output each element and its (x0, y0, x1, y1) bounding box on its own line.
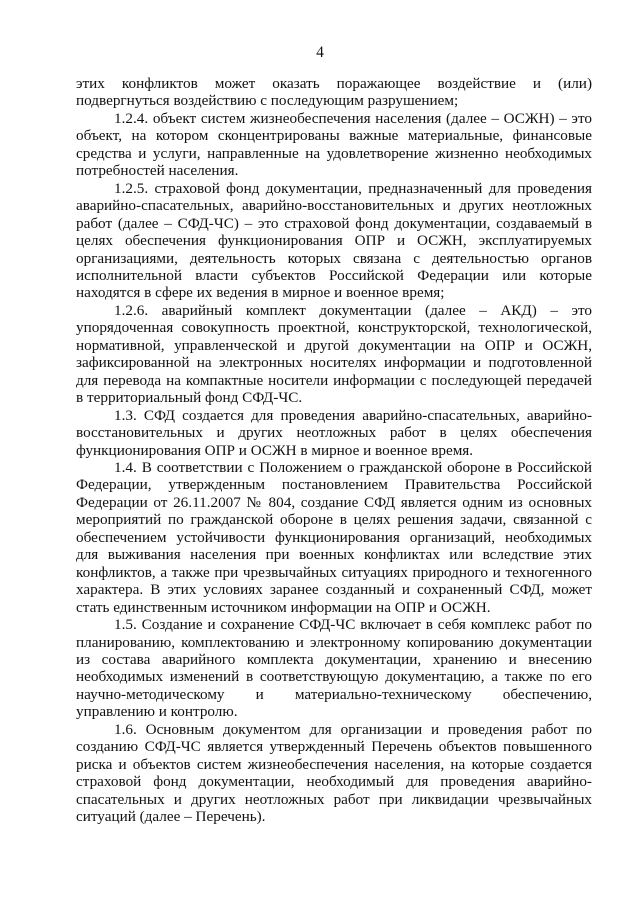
paragraph-1-4: 1.4. В соответствии с Положением о гражданской обороне в Российской Федерации, утвержденным постановлением Правительства Российской Федерации от 26.11.2007 № 804, создание СФД является одним из основных мероприятий по гражданской обороне в целях решения задачи, связанной с обеспечением устойчивости функционирования организаций, необходимых для выживания населения при военных конфликтах или вследствие этих конфликтов, а также при чрезвычайных ситуациях природного и техногенного характера. В этих условиях заранее созданный и сохраненный СФД, может стать единственным источником информации на ОПР и ОСЖН. (76, 458, 592, 616)
paragraph-1-2-6: 1.2.6. аварийный комплект документации (далее – АКД) – это упорядоченная совокупность проектной, конструкторской, технологической, нормативной, управленческой и другой документации на ОПР и ОСЖН, зафиксированной на электронных носителях информации и подготовленной для перевода на компактные носители информации с последующей передачей в территориальный фонд СФД-ЧС. (76, 301, 592, 407)
page-number: 4 (316, 44, 324, 61)
paragraph-1-3: 1.3. СФД создается для проведения аварийно-спасательных, аварийно-восстановительных и других неотложных работ в целях обеспечения функционирования ОПР и ОСЖН в мирное и военное время. (76, 406, 592, 459)
paragraph-1-6: 1.6. Основным документом для организации и проведения работ по созданию СФД-ЧС является утвержденный Перечень объектов повышенного риска и объектов систем жизнеобеспечения населения, на которые создается страховой фонд документации, необходимый для проведения аварийно-спасательных и других неотложных работ при ликвидации чрезвычайных ситуаций (далее – Перечень). (76, 720, 592, 826)
document-body (76, 75, 592, 825)
paragraph-1-2-5: 1.2.5. страховой фонд документации, предназначенный для проведения аварийно-спасательных, аварийно-восстановительных и других неотложных работ (далее – СФД-ЧС) – это страховой фонд документации, создаваемый в целях обеспечения функционирования ОПР и ОСЖН, эксплуатируемых организациями, деятельность которых связана с деятельностью органов исполнительной власти субъектов Российской Федерации или которые находятся в сфере их ведения в мирное и военное время; (76, 179, 592, 302)
paragraph-1-2-4: 1.2.4. объект систем жизнеобеспечения населения (далее – ОСЖН) – это объект, на котором сконцентрированы важные материальные, финансовые средства и услуги, направленные на удовлетворение жизненно необходимых потребностей населения. (76, 109, 592, 180)
paragraph-continuation: этих конфликтов может оказать поражающее воздействие и (или) подвергнуться воздействию с последующим разрушением; (76, 75, 592, 110)
paragraph-1-5: 1.5. Создание и сохранение СФД-ЧС включает в себя комплекс работ по планированию, комплектованию и электронному копированию документации из состава аварийного комплекта документации, хранению и внесению необходимых изменений в соответствующую документацию, а также по его научно-методическому и материально-техническому обеспечению, управлению и контролю. (76, 616, 592, 721)
